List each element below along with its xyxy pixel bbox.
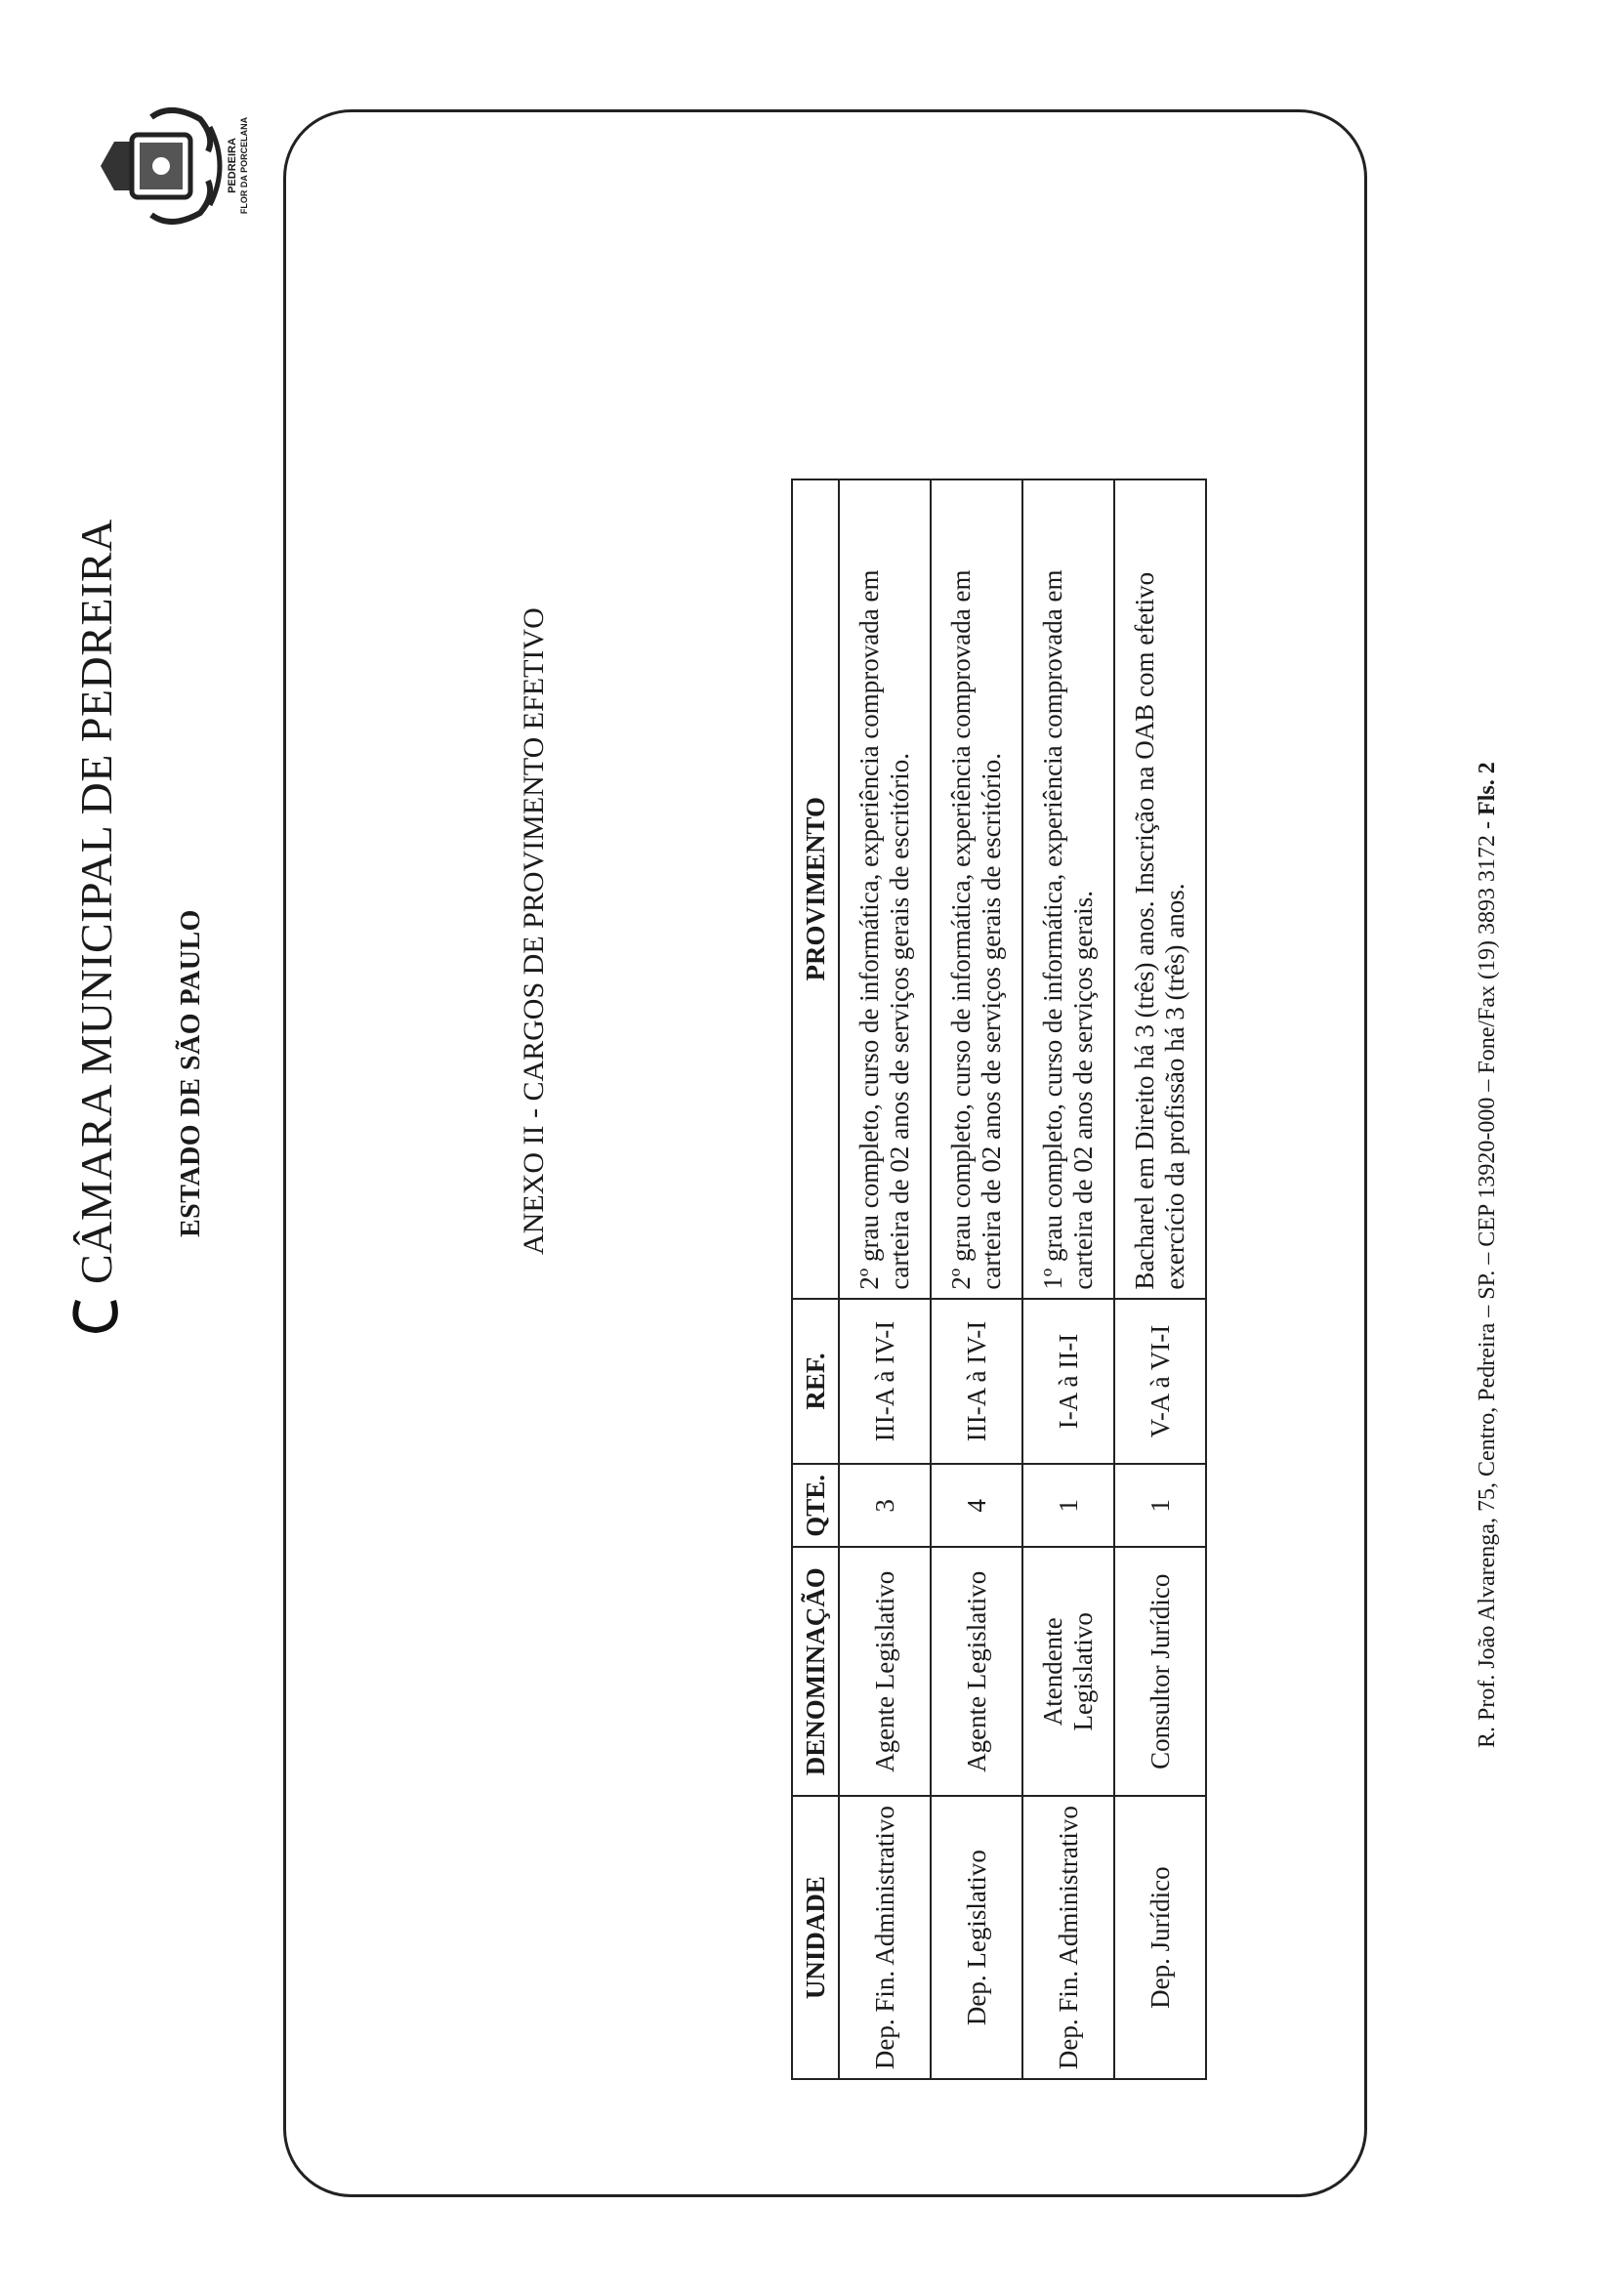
coat-of-arms-icon xyxy=(93,98,229,234)
page-title: CÂMARA MUNICIPAL DE PEDREIRA xyxy=(71,519,121,1284)
table-row xyxy=(931,479,1022,2079)
cell-qte: 4 xyxy=(931,1464,1022,1547)
cell-unidade: Dep. Fin. Administrativo xyxy=(839,1796,931,2079)
header-provimento: PROVIMENTO xyxy=(792,479,839,1299)
cell-ref: V-A à VI-I xyxy=(1114,1299,1206,1465)
table-header-row xyxy=(792,479,839,2079)
positions-table xyxy=(791,479,1207,2080)
table-row xyxy=(1114,479,1206,2079)
cell-denominacao: Consultor Jurídico xyxy=(1114,1547,1206,1796)
cell-provimento: 2º grau completo, curso de informática, experiência comprovada em carteira de 02 anos de serviços gerais de escritório. xyxy=(931,479,1022,1299)
cell-unidade: Dep. Jurídico xyxy=(1114,1796,1206,2079)
cell-ref: I-A à II-I xyxy=(1022,1299,1114,1465)
cell-qte: 1 xyxy=(1022,1464,1114,1547)
address-text: R. Prof. João Alvarenga, 75, Centro, Pedreira – SP. – CEP 13920-000 – Fone/Fax (19) 3893 3172 - xyxy=(1475,820,1500,1748)
footer-address xyxy=(1475,88,1501,1748)
left-ornament-icon xyxy=(68,1291,123,1338)
cell-denominacao: Atendente Legislativo xyxy=(1022,1547,1114,1796)
header-unidade: UNIDADE xyxy=(792,1796,839,2079)
cell-ref: III-A à IV-I xyxy=(839,1299,931,1465)
header-denominacao: DENOMINAÇÃO xyxy=(792,1547,839,1796)
header-ref: REF. xyxy=(792,1299,839,1465)
page-subtitle: ESTADO DE SÃO PAULO xyxy=(176,909,206,1237)
cell-unidade: Dep. Legislativo xyxy=(931,1796,1022,2079)
cell-denominacao: Agente Legislativo xyxy=(931,1547,1022,1796)
seal-caption: PEDREIRA FLOR DA PORCELANA xyxy=(227,116,249,215)
annex-title: ANEXO II - CARGOS DE PROVIMENTO EFETIVO xyxy=(518,607,550,1255)
page-number: Fls. 2 xyxy=(1475,762,1500,815)
cell-unidade: Dep. Fin. Administrativo xyxy=(1022,1796,1114,2079)
cell-ref: III-A à IV-I xyxy=(931,1299,1022,1465)
table-row xyxy=(839,479,931,2079)
table-row xyxy=(1022,479,1114,2079)
cell-qte: 1 xyxy=(1114,1464,1206,1547)
cell-provimento: Bacharel em Direito há 3 (três) anos. Inscrição na OAB com efetivo exercício da profissão há 3 (três) anos. xyxy=(1114,479,1206,1299)
cell-qte: 3 xyxy=(839,1464,931,1547)
cell-provimento: 1º grau completo, curso de informática, experiência comprovada em carteira de 02 anos de serviços gerais. xyxy=(1022,479,1114,1299)
header-qte: QTE. xyxy=(792,1464,839,1547)
cell-provimento: 2º grau completo, curso de informática, experiência comprovada em carteira de 02 anos de serviços gerais de escritório. xyxy=(839,479,931,1299)
cell-denominacao: Agente Legislativo xyxy=(839,1547,931,1796)
